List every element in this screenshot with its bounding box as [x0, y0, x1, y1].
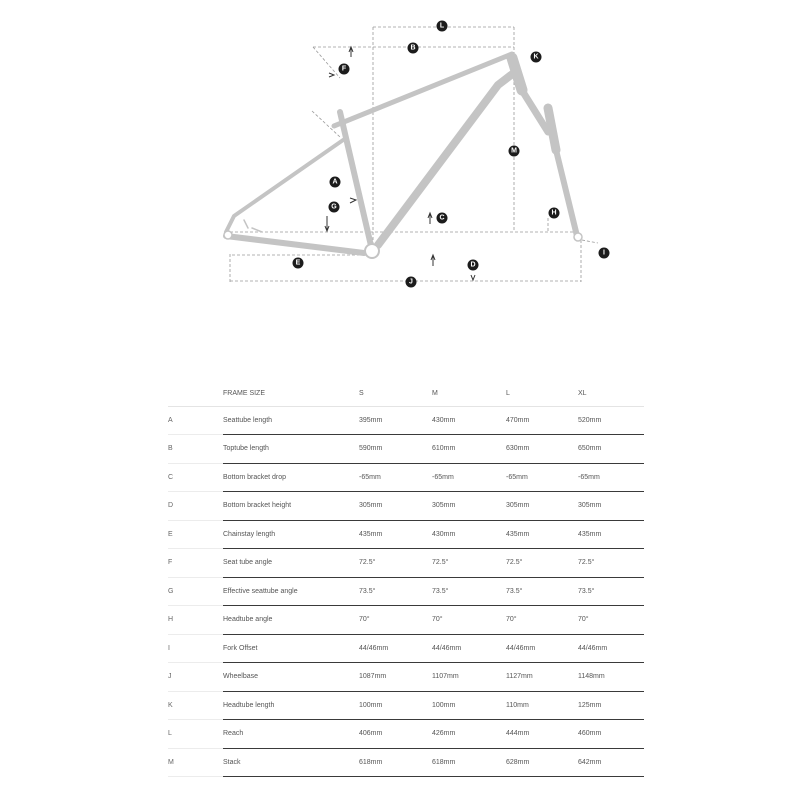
row-label: Headtube length	[223, 691, 359, 720]
table-row	[168, 463, 644, 492]
cell-size-xl: 44/46mm	[578, 634, 644, 663]
row-label: Headtube angle	[223, 606, 359, 635]
table-body	[168, 406, 644, 777]
table-row	[168, 634, 644, 663]
marker-j	[406, 277, 417, 288]
cell-size-s: 305mm	[359, 492, 432, 521]
row-letter: L	[168, 720, 223, 749]
header-frame-size: FRAME SIZE	[223, 382, 359, 406]
cell-size-m: -65mm	[432, 463, 506, 492]
marker-c	[437, 213, 448, 224]
row-letter: G	[168, 577, 223, 606]
marker-h	[549, 208, 560, 219]
row-label: Effective seattube angle	[223, 577, 359, 606]
marker-l-label: L	[439, 22, 445, 30]
bottom-bracket	[365, 244, 379, 258]
bike-frame	[224, 54, 582, 258]
row-label: Toptube length	[223, 435, 359, 464]
arrow-up-c	[428, 213, 432, 224]
cell-size-m: 72.5°	[432, 549, 506, 578]
cell-size-xl: 650mm	[578, 435, 644, 464]
fork-upper	[548, 108, 556, 150]
cell-size-l: 435mm	[506, 520, 578, 549]
row-label: Stack	[223, 748, 359, 777]
geometry-table	[168, 382, 644, 777]
header-size-m: M	[432, 382, 506, 406]
cell-size-m: 44/46mm	[432, 634, 506, 663]
cell-size-s: 44/46mm	[359, 634, 432, 663]
marker-g-label: G	[331, 203, 337, 211]
marker-j-label: J	[409, 278, 413, 286]
row-letter: C	[168, 463, 223, 492]
cell-size-xl: 73.5°	[578, 577, 644, 606]
table-row	[168, 435, 644, 464]
table-row	[168, 577, 644, 606]
header-size-xl: XL	[578, 382, 644, 406]
cell-size-s: 100mm	[359, 691, 432, 720]
head-tube	[512, 58, 522, 90]
marker-d	[468, 260, 479, 271]
row-letter: A	[168, 406, 223, 435]
cell-size-xl: 460mm	[578, 720, 644, 749]
row-letter: F	[168, 549, 223, 578]
row-letter: B	[168, 435, 223, 464]
row-letter: D	[168, 492, 223, 521]
cell-size-l: 44/46mm	[506, 634, 578, 663]
brake-mount	[244, 220, 262, 232]
front-axle	[574, 233, 582, 241]
cell-size-m: 430mm	[432, 406, 506, 435]
top-tube	[334, 54, 512, 126]
marker-k-label: K	[533, 53, 539, 61]
header-size-s: S	[359, 382, 432, 406]
table-row	[168, 606, 644, 635]
marker-e-label: E	[295, 259, 301, 267]
cell-size-s: -65mm	[359, 463, 432, 492]
table-row	[168, 549, 644, 578]
header-letter	[168, 382, 223, 406]
table-row	[168, 520, 644, 549]
cell-size-xl: 435mm	[578, 520, 644, 549]
row-label: Seat tube angle	[223, 549, 359, 578]
cell-size-xl: -65mm	[578, 463, 644, 492]
row-letter: I	[168, 634, 223, 663]
cell-size-xl: 520mm	[578, 406, 644, 435]
cell-size-m: 610mm	[432, 435, 506, 464]
marker-a-label: A	[332, 178, 338, 186]
table-row	[168, 720, 644, 749]
cell-size-xl: 70°	[578, 606, 644, 635]
marker-f	[339, 64, 350, 75]
row-label: Seattube length	[223, 406, 359, 435]
seat-stay	[226, 138, 346, 232]
marker-a	[330, 177, 341, 188]
cell-size-m: 70°	[432, 606, 506, 635]
cell-size-l: 630mm	[506, 435, 578, 464]
cell-size-l: 628mm	[506, 748, 578, 777]
seat-tube	[340, 112, 372, 250]
cell-size-m: 100mm	[432, 691, 506, 720]
marker-g	[329, 202, 340, 213]
marker-d-label: D	[470, 261, 476, 269]
table-row	[168, 748, 644, 777]
cell-size-s: 406mm	[359, 720, 432, 749]
cell-size-l: 305mm	[506, 492, 578, 521]
cell-size-m: 426mm	[432, 720, 506, 749]
row-label: Wheelbase	[223, 663, 359, 692]
row-label: Bottom bracket drop	[223, 463, 359, 492]
table-row	[168, 691, 644, 720]
cell-size-l: -65mm	[506, 463, 578, 492]
cell-size-xl: 72.5°	[578, 549, 644, 578]
marker-b-label: B	[410, 44, 416, 52]
table-row	[168, 406, 644, 435]
row-label: Reach	[223, 720, 359, 749]
cell-size-s: 70°	[359, 606, 432, 635]
cell-size-s: 72.5°	[359, 549, 432, 578]
arrow-right-f	[329, 73, 334, 77]
table-row	[168, 492, 644, 521]
cell-size-l: 444mm	[506, 720, 578, 749]
cell-size-m: 618mm	[432, 748, 506, 777]
cell-size-l: 1127mm	[506, 663, 578, 692]
arrow-right-g	[350, 198, 356, 203]
arrow-up-f	[349, 47, 353, 57]
cell-size-s: 395mm	[359, 406, 432, 435]
cell-size-xl: 642mm	[578, 748, 644, 777]
row-letter: J	[168, 663, 223, 692]
cell-size-m: 1107mm	[432, 663, 506, 692]
table-row	[168, 663, 644, 692]
marker-l	[437, 21, 448, 32]
marker-c-label: C	[439, 214, 445, 222]
cell-size-l: 110mm	[506, 691, 578, 720]
rear-dropout	[224, 231, 232, 239]
seat-angle-guide	[313, 47, 340, 78]
row-letter: H	[168, 606, 223, 635]
fork-offset-guide	[582, 240, 598, 243]
cell-size-m: 430mm	[432, 520, 506, 549]
cell-size-l: 72.5°	[506, 549, 578, 578]
cell-size-xl: 125mm	[578, 691, 644, 720]
arrow-down-g	[325, 216, 329, 231]
row-label: Chainstay length	[223, 520, 359, 549]
cell-size-s: 618mm	[359, 748, 432, 777]
marker-k	[531, 52, 542, 63]
frame-geometry-diagram	[0, 0, 800, 360]
marker-h-label: H	[551, 209, 557, 217]
row-letter: E	[168, 520, 223, 549]
row-letter: K	[168, 691, 223, 720]
arrow-down-d	[471, 275, 475, 280]
cell-size-s: 435mm	[359, 520, 432, 549]
fork-lower	[556, 150, 577, 236]
dimension-arrows	[325, 44, 475, 280]
cell-size-xl: 305mm	[578, 492, 644, 521]
cell-size-s: 590mm	[359, 435, 432, 464]
marker-m-label: M	[511, 147, 517, 155]
cell-size-l: 70°	[506, 606, 578, 635]
row-label: Fork Offset	[223, 634, 359, 663]
table-header-row	[168, 382, 644, 406]
cell-size-s: 73.5°	[359, 577, 432, 606]
cell-size-l: 470mm	[506, 406, 578, 435]
cell-size-s: 1087mm	[359, 663, 432, 692]
header-size-l: L	[506, 382, 578, 406]
marker-f-label: F	[341, 65, 347, 73]
cell-size-xl: 1148mm	[578, 663, 644, 692]
arrow-up-d	[431, 255, 435, 266]
marker-i	[599, 248, 610, 259]
row-label: Bottom bracket height	[223, 492, 359, 521]
cell-size-l: 73.5°	[506, 577, 578, 606]
marker-m	[509, 146, 520, 157]
marker-b	[408, 43, 419, 54]
marker-i-label: I	[603, 249, 605, 257]
row-letter: M	[168, 748, 223, 777]
cell-size-m: 73.5°	[432, 577, 506, 606]
chain-stay	[226, 236, 364, 253]
cell-size-m: 305mm	[432, 492, 506, 521]
marker-e	[293, 258, 304, 269]
